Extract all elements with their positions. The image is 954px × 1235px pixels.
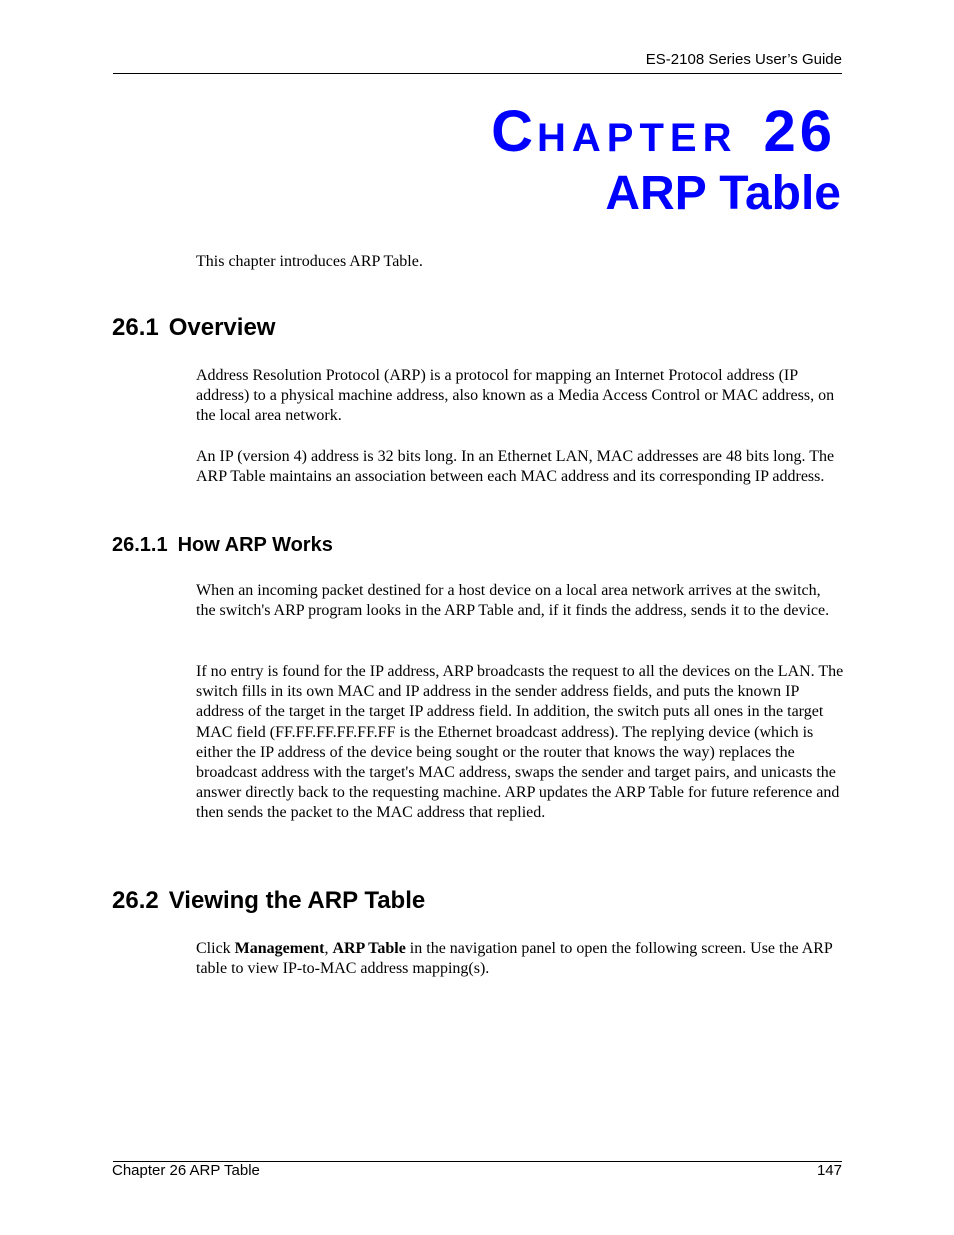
- chapter-word-rest: HAPTER: [537, 116, 738, 160]
- how-arp-works-paragraph-1: When an incoming packet destined for a host device on a local area network arrives at the switch, the switch's ARP program looks in the ARP Table and, if it finds the address, sends it to the device.: [196, 582, 830, 620]
- menu-management-label: Management: [234, 940, 325, 957]
- viewing-arp-table-paragraph: [196, 939, 844, 979]
- running-header: ES-2108 Series User’s Guide: [645, 51, 842, 68]
- section-number: 26.1: [112, 314, 159, 341]
- subsection-title: How ARP Works: [177, 534, 333, 556]
- menu-arp-table-label: ARP Table: [332, 940, 406, 957]
- section-number: 26.2: [112, 887, 159, 914]
- menu-separator: ,: [324, 940, 333, 957]
- footer-page-number: 147: [816, 1162, 842, 1179]
- section-viewing-arp-table-heading: [112, 887, 425, 915]
- chapter-number: 26: [763, 99, 836, 164]
- section-title: Overview: [168, 314, 276, 341]
- subsection-number: 26.1.1: [112, 534, 168, 556]
- section-overview-heading: [112, 314, 275, 342]
- overview-paragraph-2: An IP (version 4) address is 32 bits long. In an Ethernet LAN, MAC addresses are 48 bits long. The ARP Table maintains an association between each MAC address and its corresponding IP address.: [196, 448, 835, 486]
- footer-chapter-label: Chapter 26 ARP Table: [112, 1162, 260, 1179]
- intro-paragraph: This chapter introduces ARP Table.: [196, 253, 423, 270]
- how-arp-works-paragraph-2: If no entry is found for the IP address, ARP broadcasts the request to all the devices on the LAN. The switch fills in its own MAC and IP address in the sender address fields, and puts the known IP address of the target in the target IP address field. In addition, the switch puts all ones in the target MAC field (FF.FF.FF.FF.FF.FF is the Ethernet broadcast address). The replying device (which is either the IP address of the device being sought or the router that knows the way) replaces the broadcast address with the target's MAC address, swaps the sender and target pairs, and unicasts the answer directly back to the requesting machine. ARP updates the ARP Table for future reference and then sends the packet to the MAC address that replied.: [196, 663, 844, 822]
- chapter-word-initial: C: [491, 99, 538, 164]
- chapter-word: [491, 99, 737, 164]
- section-title: Viewing the ARP Table: [168, 887, 426, 914]
- paragraph-text-end: in the navigation panel to open the following screen. Use the ARP table to view IP-to-MAC address mapping(s).: [196, 940, 833, 978]
- section-how-arp-works-heading: [112, 533, 333, 557]
- chapter-title: ARP Table: [605, 167, 841, 220]
- overview-paragraph-1: Address Resolution Protocol (ARP) is a protocol for mapping an Internet Protocol address (IP address) to a physical machine address, also known as a Media Access Control or MAC address, on the local area network.: [196, 367, 835, 425]
- paragraph-text-start: Click: [196, 940, 235, 957]
- header-divider: [113, 73, 842, 74]
